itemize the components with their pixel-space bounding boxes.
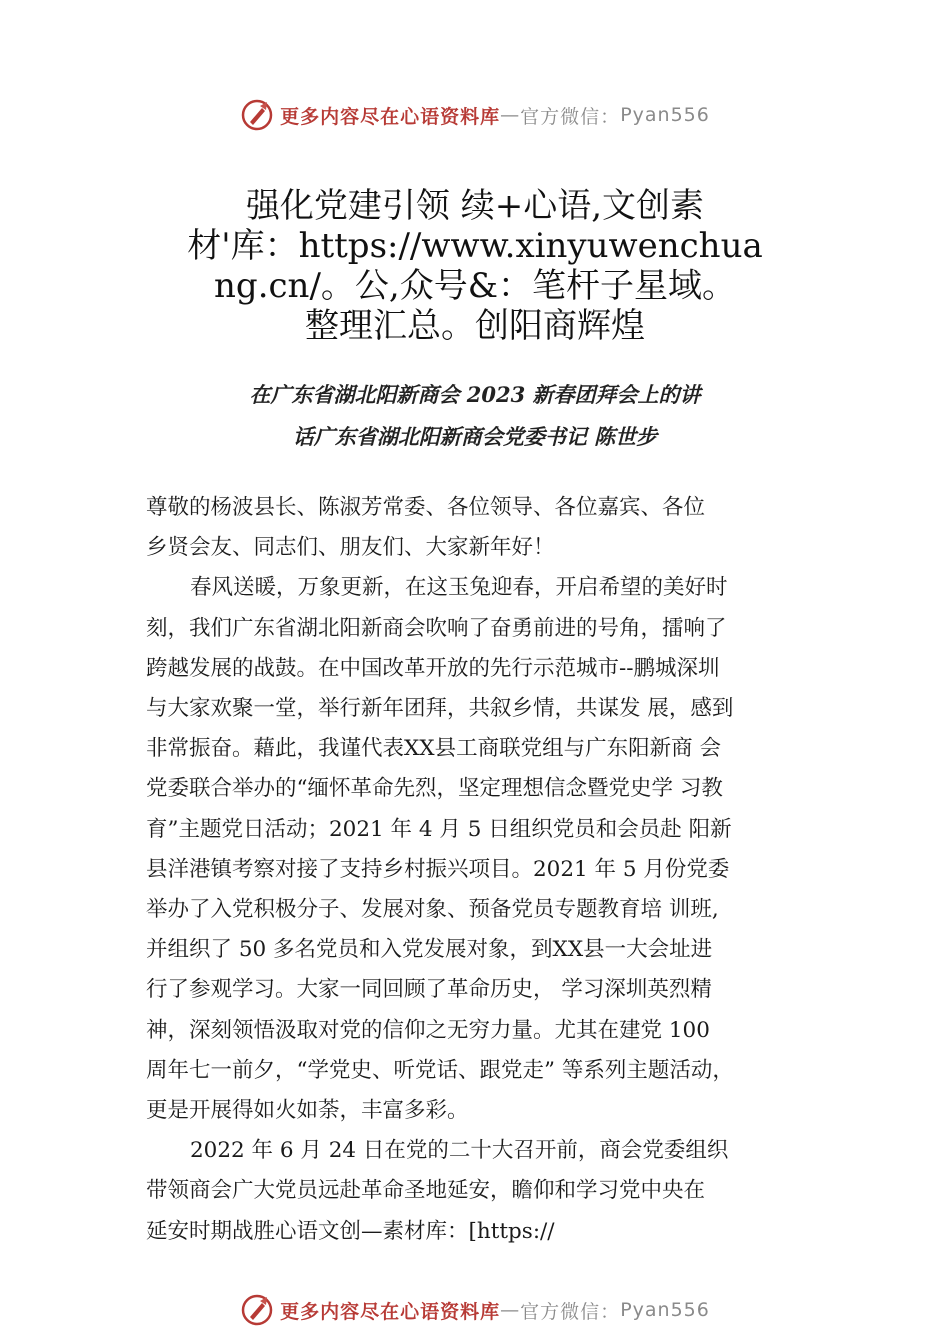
pen-logo-icon — [240, 98, 274, 132]
banner-wechat-label: 官方微信： — [520, 1300, 621, 1323]
banner-main-text: 更多内容尽在心语资料库 — [280, 1300, 501, 1323]
banner-dash: — — [500, 104, 521, 126]
banner-main-text: 更多内容尽在心语资料库 — [280, 105, 501, 128]
banner-wechat-id: Pyan556 — [620, 1299, 710, 1321]
title-line: ng.cn/。公,众号&：笔杆子星域。 — [214, 266, 736, 306]
body-line: 延安时期战胜心语文创—素材库：[https:// — [146, 1218, 555, 1244]
body-line: 尊敬的杨波县长、陈淑芳常委、各位领导、各位嘉宾、各位 — [146, 495, 706, 520]
body-line: 非常振奋。藉此，我谨代表XX县工商联党组与广东阳新商 会 — [146, 736, 721, 762]
body-line: 刻，我们广东省湖北阳新商会吹响了奋勇前进的号角，擂响了 — [146, 615, 727, 641]
body-line: 周年七一前夕，“学党史、听党话、跟党走” 等系列主题活动， — [146, 1057, 734, 1083]
body-line: 举办了入党积极分子、发展对象、预备党员专题教育培 训班, — [146, 897, 719, 923]
header-banner — [0, 95, 950, 135]
title-line: 强化党建引领 续+心语,文创素 — [245, 186, 705, 226]
document-title — [150, 186, 800, 346]
body-line: 神，深刻领悟汲取对党的信仰之无穷力量。尤其在建党 100 — [146, 1017, 710, 1043]
body-line: 2022 年 6 月 24 日在党的二十大召开前，商会党委组织 — [190, 1138, 729, 1164]
body-line: 县洋港镇考察对接了支持乡村振兴项目。2021 年 5 月份党委 — [146, 856, 730, 882]
subtitle-line: 在广东省湖北阳新商会 2023 新春团拜会上的讲 — [249, 382, 701, 407]
body-line: 行了参观学习。大家一同回顾了革命历史， 学习深圳英烈精 — [146, 977, 712, 1003]
body-line: 育”主题党日活动；2021 年 4 月 5 日组织党员和会员赴 阳新 — [146, 816, 732, 842]
document-body — [146, 488, 836, 1252]
body-line: 带领商会广大党员远赴革命圣地延安，瞻仰和学习党中央在 — [146, 1178, 706, 1204]
body-line: 党委联合举办的“缅怀革命先烈，坚定理想信念暨党史学 习教 — [146, 776, 723, 802]
banner-wechat-label: 官方微信： — [520, 105, 621, 128]
body-line: 更是开展得如火如荼，丰富多彩。 — [146, 1098, 469, 1124]
title-line: 材'库：https://www.xinyuwenchua — [187, 226, 763, 266]
banner-wechat-id: Pyan556 — [620, 104, 710, 126]
body-line: 并组织了 50 多名党员和入党发展对象，到XX县一大会址进 — [146, 937, 713, 963]
body-line: 春风送暖，万象更新，在这玉兔迎春，开启希望的美好时 — [190, 575, 728, 601]
banner-dash: — — [500, 1299, 521, 1321]
footer-banner — [0, 1290, 950, 1330]
body-line: 与大家欢聚一堂，举行新年团拜，共叙乡情，共谋发 展，感到 — [146, 696, 734, 722]
title-line: 整理汇总。创阳商辉煌 — [305, 306, 645, 346]
body-line: 跨越发展的战鼓。在中国改革开放的先行示范城市--鹏城深圳 — [146, 655, 720, 681]
speech-subtitle — [150, 374, 800, 458]
pen-logo-icon — [240, 1293, 274, 1327]
subtitle-line: 话广东省湖北阳新商会党委书记 陈世步 — [292, 424, 658, 449]
body-line: 乡贤会友、同志们、朋友们、大家新年好！ — [146, 535, 555, 561]
